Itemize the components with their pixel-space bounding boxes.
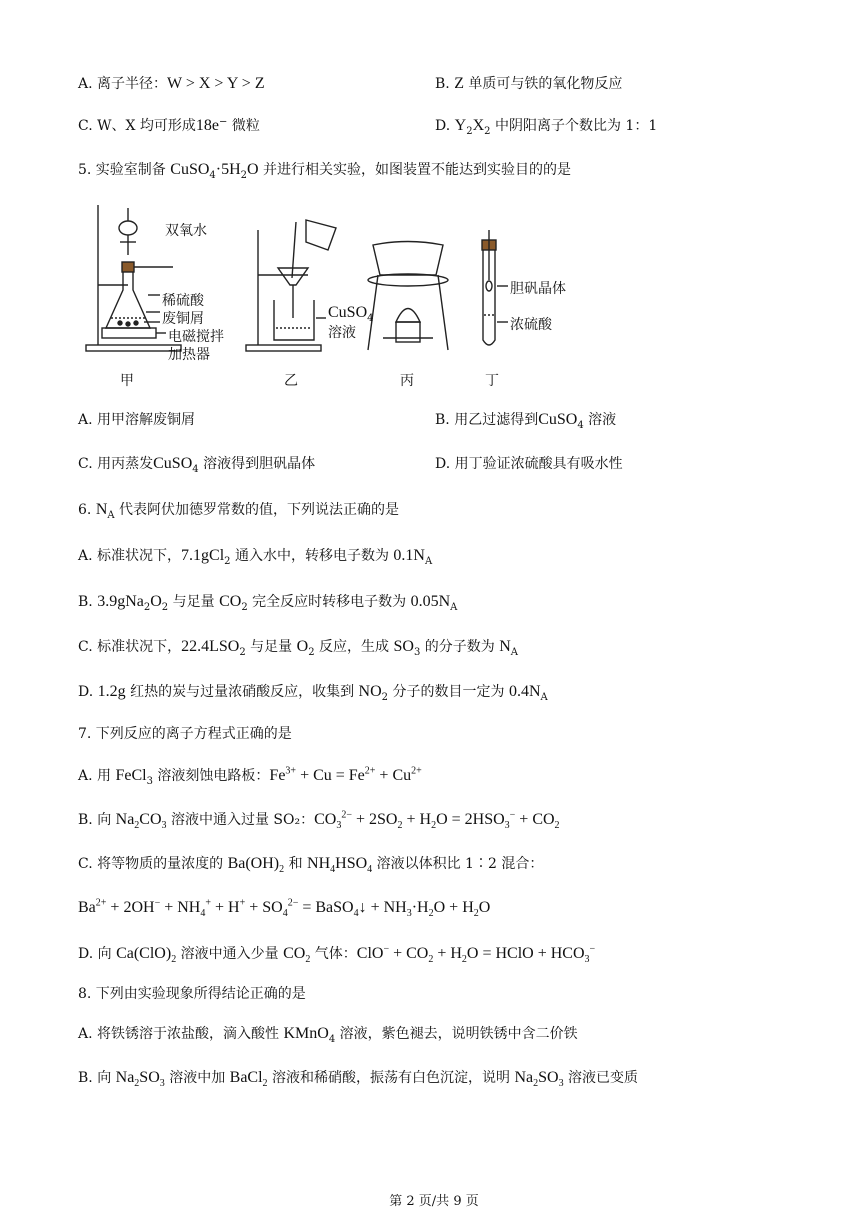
q7-option-c bbox=[78, 854, 543, 874]
formula: CuSO bbox=[538, 411, 578, 428]
q5-option-b bbox=[435, 410, 616, 430]
formula: KMnO bbox=[283, 1025, 329, 1042]
text: A. 离子半径： bbox=[78, 76, 168, 92]
q5-option-a: A. 用甲溶解废铜屑 bbox=[78, 412, 196, 428]
formula: 7.1gCl bbox=[181, 547, 225, 564]
text: 溶液 bbox=[583, 412, 617, 428]
subscript: 2 bbox=[224, 555, 231, 567]
subscript: A bbox=[540, 691, 548, 703]
formula: $CO_2$ bbox=[283, 945, 311, 966]
subscript: 2 bbox=[240, 169, 248, 181]
subscript: A bbox=[450, 601, 458, 613]
text: 溶液和稀硝酸，振荡有白色沉淀，说明 bbox=[267, 1070, 515, 1086]
text: 与足量 bbox=[245, 639, 297, 655]
equation-c: $Ba^{2+} + 2OH^- + NH_4^+ + H^+ + SO_4^{2-}$ = BaSO$_4$↓ + $NH_3\cdot H_2O + H_2O$ bbox=[78, 897, 491, 920]
q7-option-b bbox=[78, 810, 560, 830]
formula: N bbox=[499, 638, 511, 655]
subscript: 2 bbox=[381, 691, 389, 703]
subscript: 2 bbox=[484, 125, 491, 137]
q7-stem: 7. 下列反应的离子方程式正确的是 bbox=[78, 726, 292, 742]
text: 与足量 bbox=[168, 594, 220, 610]
formula: N bbox=[95, 501, 108, 518]
text: 5. 实验室制备 bbox=[78, 162, 171, 178]
label-solution: 溶液 bbox=[328, 325, 356, 341]
subscript: 4 bbox=[577, 419, 584, 431]
text: 溶液，紫色褪去，说明铁锈中含二价铁 bbox=[335, 1026, 578, 1042]
text: 溶液刻蚀电路板： bbox=[152, 768, 270, 784]
formula: 0.05N bbox=[410, 593, 451, 610]
text: 中阴阳离子个数比为 1：1 bbox=[490, 118, 658, 134]
text: B. 用乙过滤得到 bbox=[435, 412, 539, 428]
text: 溶液已变质 bbox=[563, 1070, 639, 1086]
text: A. 用 bbox=[78, 768, 116, 784]
formula: CuSO bbox=[153, 455, 193, 472]
formula: FeCl bbox=[115, 767, 147, 784]
q7-option-d bbox=[78, 944, 595, 964]
label-acid: 稀硫酸 bbox=[162, 293, 204, 309]
apparatus-yi bbox=[246, 220, 336, 351]
subscript: 4 bbox=[192, 463, 199, 475]
label-ding: 丁 bbox=[485, 373, 499, 389]
text: C. W、X 均可形成 bbox=[78, 118, 196, 134]
formula: $NH_4HSO_4$ bbox=[307, 855, 373, 876]
formula: SO bbox=[393, 638, 414, 655]
text: D. bbox=[435, 118, 455, 134]
formula: 3.9gNa bbox=[97, 593, 144, 610]
text: 红热的炭与过量浓硝酸反应，收集到 bbox=[125, 684, 359, 700]
label-jia: 甲 bbox=[120, 373, 134, 389]
text: D. 向 bbox=[78, 946, 117, 962]
subscript: A bbox=[107, 509, 115, 521]
subscript: 2 bbox=[241, 601, 248, 613]
formula: 0.4N bbox=[508, 683, 541, 700]
q7-option-c-equation bbox=[78, 898, 490, 918]
text: C. 用丙蒸发 bbox=[78, 456, 154, 472]
text: 分子的数目一定为 bbox=[388, 684, 509, 700]
text: 的分子数为 bbox=[420, 639, 500, 655]
formula: 1.2g bbox=[97, 683, 126, 700]
formula: O bbox=[150, 593, 162, 610]
label-crystal: 胆矾晶体 bbox=[510, 281, 566, 297]
formula: CuSO bbox=[170, 161, 210, 178]
q5-stem bbox=[78, 160, 571, 180]
q5-option-d: D. 用丁验证浓硫酸具有吸水性 bbox=[435, 456, 623, 472]
q6-option-c bbox=[78, 637, 518, 657]
formula: NO bbox=[358, 683, 382, 700]
formula: 22.4LSO bbox=[181, 638, 240, 655]
q4-option-d bbox=[435, 116, 657, 136]
superscript: − bbox=[219, 116, 228, 128]
formula: $Na_2SO_3$ bbox=[514, 1069, 564, 1090]
subscript: 2 bbox=[143, 601, 151, 613]
formula: CuSO bbox=[328, 304, 368, 321]
equation-b: $CO_3^{2-} + 2SO_2 + H_2O = 2HSO_3^- + CO_2$ bbox=[314, 809, 560, 832]
formula: O bbox=[247, 161, 259, 178]
subscript: 2 bbox=[161, 601, 169, 613]
q4-option-c bbox=[78, 116, 260, 136]
text: 气体： bbox=[310, 946, 357, 962]
formula: $Ca(ClO)_2$ bbox=[116, 945, 177, 966]
text: B. 向 bbox=[78, 812, 116, 828]
formula: $Ba(OH)_2$ bbox=[227, 855, 285, 876]
label-yi: 乙 bbox=[284, 373, 298, 389]
subscript: 4 bbox=[367, 312, 374, 324]
label-h2o2: 双氧水 bbox=[165, 223, 207, 239]
page-footer: 第 2 页/共 9 页 bbox=[389, 1194, 479, 1209]
q6-option-a bbox=[78, 546, 432, 566]
text: 6. bbox=[78, 502, 96, 518]
text: C. 标准状况下， bbox=[78, 639, 182, 655]
label-cu: 废铜屑 bbox=[162, 311, 204, 327]
text: 完全反应时转移电子数为 bbox=[247, 594, 411, 610]
equation-a: $Fe^{3+} + Cu = Fe^{2+} + Cu^{2+}$ bbox=[269, 765, 422, 784]
text: B. bbox=[435, 76, 455, 92]
label-bing: 丙 bbox=[400, 373, 414, 389]
subscript: 3 bbox=[413, 646, 421, 658]
q8-option-b bbox=[78, 1068, 638, 1088]
formula: BaCl$_2$ bbox=[229, 1069, 268, 1090]
text: 和 bbox=[284, 856, 308, 872]
formula: X bbox=[472, 117, 485, 134]
subscript: A bbox=[510, 646, 519, 658]
text: A. 将铁锈溶于浓盐酸，滴入酸性 bbox=[78, 1026, 284, 1042]
text: D. bbox=[78, 684, 98, 700]
text: 单质可与铁的氧化物反应 bbox=[463, 76, 623, 92]
subscript: 2 bbox=[308, 646, 315, 658]
apparatus-ding bbox=[482, 230, 508, 345]
text: 并进行相关实验，如图装置不能达到实验目的的是 bbox=[258, 162, 572, 178]
text: B. bbox=[78, 594, 98, 610]
text: 溶液中通入过量 SO₂： bbox=[166, 812, 315, 828]
text: B. 向 bbox=[78, 1070, 116, 1086]
q6-option-d bbox=[78, 682, 548, 702]
formula: Y bbox=[454, 117, 467, 134]
q7-option-a bbox=[78, 766, 422, 786]
subscript: 3 bbox=[146, 775, 153, 787]
q4-option-a bbox=[78, 74, 265, 94]
text: 微粒 bbox=[227, 118, 260, 134]
q8-option-a bbox=[78, 1024, 578, 1044]
formula: 0.1N bbox=[393, 547, 425, 564]
formula: 18e bbox=[195, 117, 220, 134]
q5-option-c bbox=[78, 454, 315, 474]
text: 溶液得到胆矾晶体 bbox=[198, 456, 316, 472]
label-stir: 电磁搅拌 bbox=[168, 329, 224, 345]
subscript: 4 bbox=[209, 169, 216, 181]
subscript: A bbox=[424, 555, 433, 567]
text: A. 标准状况下， bbox=[78, 548, 182, 564]
text: 溶液中通入少量 bbox=[176, 946, 284, 962]
formula: W > X > Y > Z bbox=[167, 75, 265, 92]
text: C. 将等物质的量浓度的 bbox=[78, 856, 228, 872]
q4-option-b bbox=[435, 74, 622, 94]
formula: $Na_2CO_3$ bbox=[115, 811, 167, 832]
formula: CO bbox=[219, 593, 242, 610]
subscript: 2 bbox=[239, 646, 246, 658]
subscript: 2 bbox=[466, 125, 473, 137]
formula: ·5H bbox=[215, 161, 241, 178]
formula: $Na_2SO_3$ bbox=[115, 1069, 165, 1090]
apparatus-bing bbox=[368, 242, 448, 351]
apparatus-figure bbox=[78, 200, 538, 390]
text: 代表阿伏加德罗常数的值，下列说法正确的是 bbox=[114, 502, 400, 518]
q8-stem: 8. 下列由实验现象所得结论正确的是 bbox=[78, 986, 306, 1002]
q6-option-b bbox=[78, 592, 457, 612]
text: 通入水中，转移电子数为 bbox=[230, 548, 394, 564]
label-heater: 加热器 bbox=[168, 347, 210, 363]
formula: O bbox=[296, 638, 309, 655]
q6-stem bbox=[78, 500, 399, 520]
label-h2so4: 浓硫酸 bbox=[510, 317, 552, 333]
text: 反应，生成 bbox=[314, 639, 394, 655]
label-cuso4 bbox=[328, 304, 374, 322]
subscript: 4 bbox=[328, 1033, 336, 1045]
text: 溶液以体积比 1∶2 混合： bbox=[372, 856, 544, 872]
formula: Z bbox=[454, 75, 464, 92]
equation-d: $ClO^- + CO_2 + H_2O$ = HClO + $HCO_3^-$ bbox=[356, 943, 596, 966]
text: 溶液中加 bbox=[164, 1070, 230, 1086]
